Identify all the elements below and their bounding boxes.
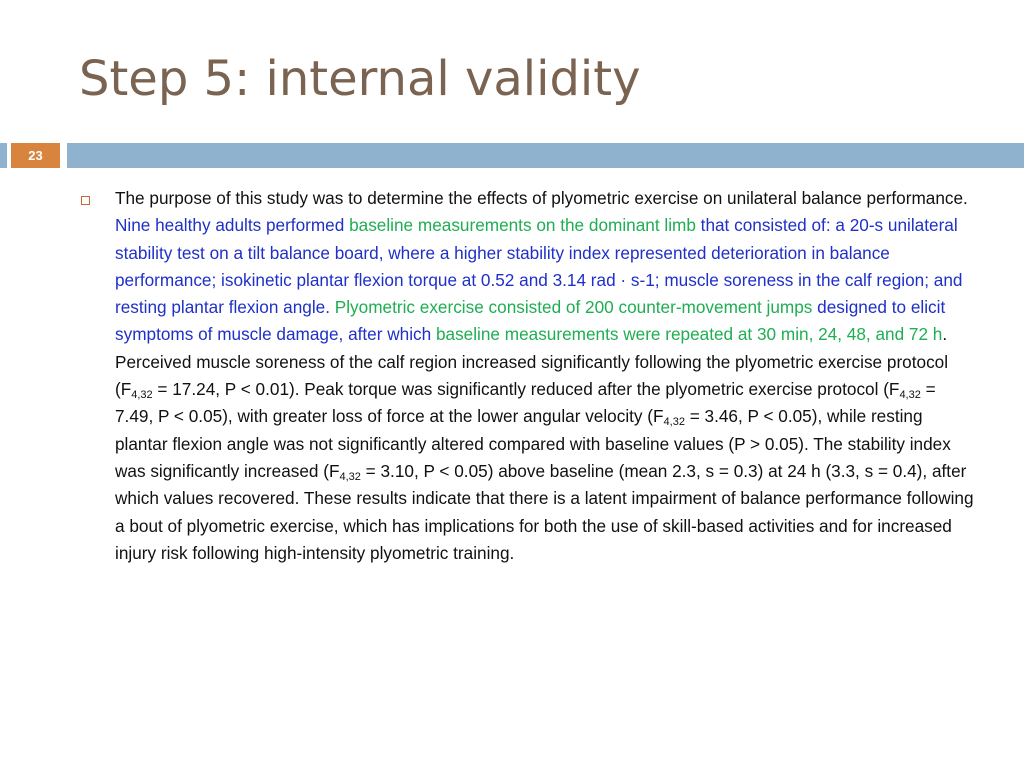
header-rule-left (0, 143, 7, 168)
text-angle-result: = 3.46, P < 0.05), while resting plantar flexion angle was not significantly altered compared with baseline values (P > 0.05). The stability index was significantly increased (F (115, 406, 951, 481)
f-subscript: 4,32 (899, 389, 921, 402)
text-participants: Nine healthy adults performed (115, 215, 350, 236)
f-subscript: 4,32 (339, 470, 361, 483)
text-baseline-measurements: baseline measurements on the dominant limb (349, 215, 696, 236)
slide-number-badge: 23 (11, 143, 60, 168)
text-purpose: The purpose of this study was to determine the effects of plyometric exercise on unilateral balance performance. (115, 188, 968, 208)
text-torque-result: = 17.24, P < 0.01). Peak torque was significantly reduced after the plyometric exercise protocol (F (152, 379, 900, 400)
f-subscript: 4,32 (131, 389, 153, 402)
text-repeated-measurements: baseline measurements were repeated at 30 min, 24, 48, and 72 h (435, 324, 943, 345)
hollow-square-bullet-icon (81, 196, 90, 205)
f-subscript: 4,32 (663, 416, 685, 429)
slide-title: Step 5: internal validity (79, 51, 641, 107)
text-muscle-damage: designed to elicit symptoms of muscle damage, after which (115, 297, 946, 345)
abstract-paragraph (115, 185, 975, 567)
text-soreness-result: . Perceived muscle soreness of the calf region increased significantly following the plyometric exercise protocol (F (115, 324, 949, 400)
text-conclusion: = 3.10, P < 0.05) above baseline (mean 2.3, s = 0.3) at 24 h (3.3, s = 0.4), after which values recovered. These results indicate that there is a latent impairment of balance performance following a bout of plyometric exercise, which has implications for both the use of skill-based activities and for increased injury risk following high-intensity plyometric training. (115, 460, 974, 563)
text-measurement-details: that consisted of: a 20-s unilateral stability test on a tilt balance board, where a higher stability index represented deterioration in balance performance; isokinetic plantar flexion torque at 0.52 and 3.14 rad · s-1; muscle soreness in the calf region; and resting plantar flexion angle. (115, 215, 963, 318)
text-velocity-result: = 7.49, P < 0.05), with greater loss of force at the lower angular velocity (F (115, 379, 936, 427)
header-rule-right (67, 143, 1024, 168)
text-plyometric-protocol: Plyometric exercise consisted of 200 counter-movement jumps (334, 297, 813, 318)
